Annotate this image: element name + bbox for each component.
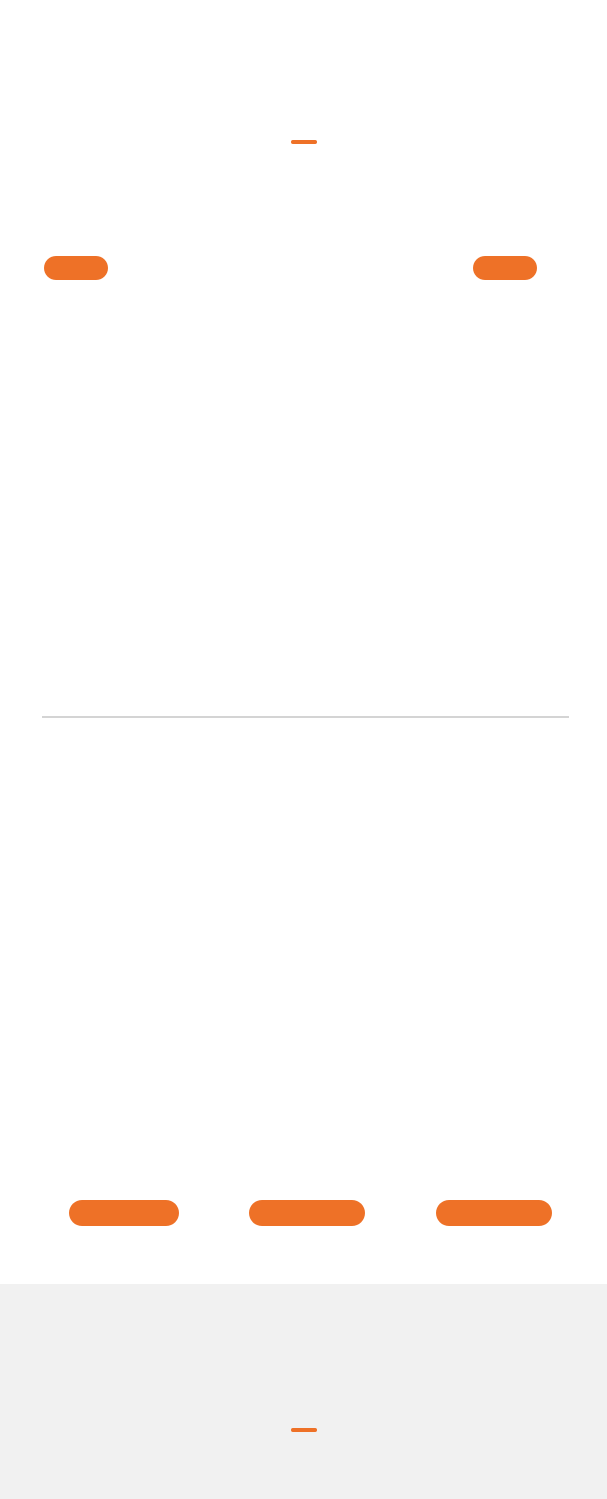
ports-accent-bar bbox=[291, 1428, 317, 1432]
model-1500-pill bbox=[249, 1200, 365, 1226]
model-1800-pill bbox=[436, 1200, 552, 1226]
model-600-pill bbox=[69, 1200, 179, 1226]
ports-panel bbox=[0, 1284, 607, 1499]
